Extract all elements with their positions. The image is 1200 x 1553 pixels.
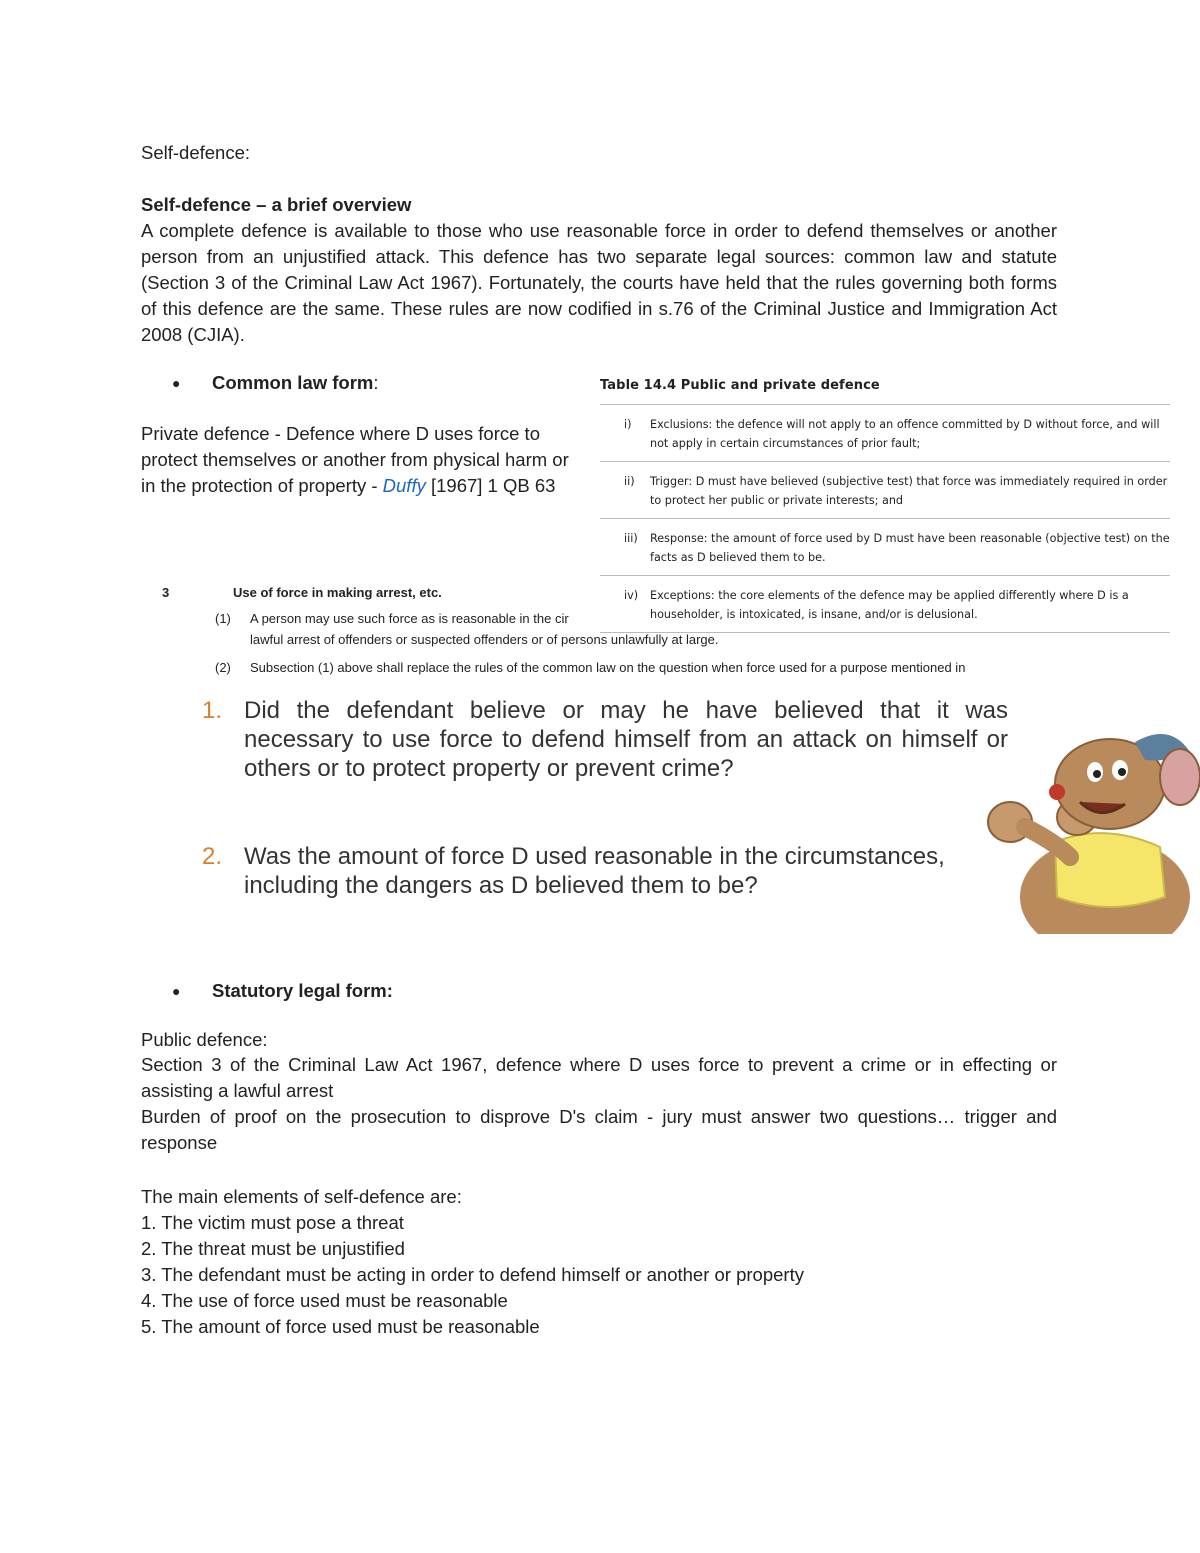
statute-section-title: Use of force in making arrest, etc. xyxy=(233,585,442,600)
overview-paragraph: A complete defence is available to those who use reasonable force in order to defend themselves or another person from an unjustified attack. This defence has two separate legal sources: common law and statute (Section 3 of the Criminal Law Act 1967). Fortunately, the courts have held that the rules governing both forms of this defence are the same. These rules are now codified in s.76 of the Criminal Justice and Immigration Act 2008 (CJIA). xyxy=(141,220,1057,345)
statutory-heading: Statutory legal form: xyxy=(212,980,393,1001)
common-law-label: Common law form xyxy=(212,372,374,393)
table-row-text: Trigger: D must have believed (subjective test) that force was immediately required in order to protect her public or private interests; and xyxy=(650,475,1168,507)
table-row xyxy=(600,404,1170,461)
list-item: 4. The use of force used must be reasonable xyxy=(141,1290,508,1311)
table-row xyxy=(600,461,1170,518)
common-law-colon: : xyxy=(373,372,379,393)
table-row xyxy=(600,575,1170,633)
statute-sub2-number: (2) xyxy=(215,660,231,675)
private-defence-text xyxy=(141,421,586,499)
duffy-citation: [1967] 1 QB 63 xyxy=(425,475,556,496)
burden-of-proof-text: Burden of proof on the prosecution to disprove D's claim - jury must answer two questions… trigger and response xyxy=(141,1106,1057,1153)
overview-title: Self-defence – a brief overview xyxy=(141,194,412,215)
elements-list xyxy=(141,1210,804,1340)
list-item: 3. The defendant must be acting in order to defend himself or another or property xyxy=(141,1264,804,1285)
list-item: 2. The threat must be unjustified xyxy=(141,1238,405,1259)
table-row-number: iv) xyxy=(624,589,639,602)
duffy-case-link[interactable]: Duffy xyxy=(382,475,426,496)
page-heading: Self-defence: xyxy=(141,142,251,163)
list-item: 5. The amount of force used must be reasonable xyxy=(141,1316,540,1337)
table-title: Table 14.4 Public and private defence xyxy=(600,378,880,393)
question-text: Was the amount of force D used reasonable in the circumstances, including the dangers as D believed them to be? xyxy=(244,843,945,899)
table-row xyxy=(600,518,1170,575)
common-law-heading xyxy=(212,370,379,396)
elements-intro: The main elements of self-defence are: xyxy=(141,1186,462,1207)
statute-sub1-line1: A person may use such force as is reasonable in the cir xyxy=(250,611,569,626)
list-item: 1. The victim must pose a threat xyxy=(141,1212,404,1233)
statute-sub2-text: Subsection (1) above shall replace the rules of the common law on the question when force used for a purpose mentioned in xyxy=(250,660,966,675)
table-row-text: Response: the amount of force used by D must have been reasonable (objective test) on the facts as D believed them to be. xyxy=(650,532,1170,564)
table-row-text: Exceptions: the core elements of the defence may be applied differently where D is a householder, is intoxicated, is insane, and/or is delusional. xyxy=(650,589,1129,621)
public-defence-label: Public defence: xyxy=(141,1029,268,1050)
table-row-text: Exclusions: the defence will not apply to an offence committed by D without force, and will not apply in certain circumstances of prior fault; xyxy=(650,418,1160,450)
table-row-number: ii) xyxy=(624,475,635,488)
bullet-common-law: ● xyxy=(172,375,181,391)
question-number: 2. xyxy=(202,843,223,870)
section-3-text: Section 3 of the Criminal Law Act 1967, defence where D uses force to prevent a crime or in effecting or assisting a lawful arrest xyxy=(141,1054,1057,1101)
question-number: 1. xyxy=(202,697,223,724)
table-row-number: iii) xyxy=(624,532,638,545)
statute-section-number: 3 xyxy=(162,585,170,600)
table-public-private-defence xyxy=(600,378,1170,633)
question-text: Did the defendant believe or may he have believed that it was necessary to use force to defend himself from an attack on himself or others or to protect property or prevent crime? xyxy=(244,697,1008,782)
private-defence-desc: Private defence - Defence where D uses force to protect themselves or another from physical harm or in the protection of property - xyxy=(141,423,569,496)
table-row-number: i) xyxy=(624,418,632,431)
statute-sub1-number: (1) xyxy=(215,611,231,626)
mouse-illustration-icon xyxy=(985,722,1200,934)
bullet-statutory: ● xyxy=(172,983,181,999)
statute-sub1-line2: lawful arrest of offenders or suspected offenders or of persons unlawfully at large. xyxy=(250,632,719,647)
